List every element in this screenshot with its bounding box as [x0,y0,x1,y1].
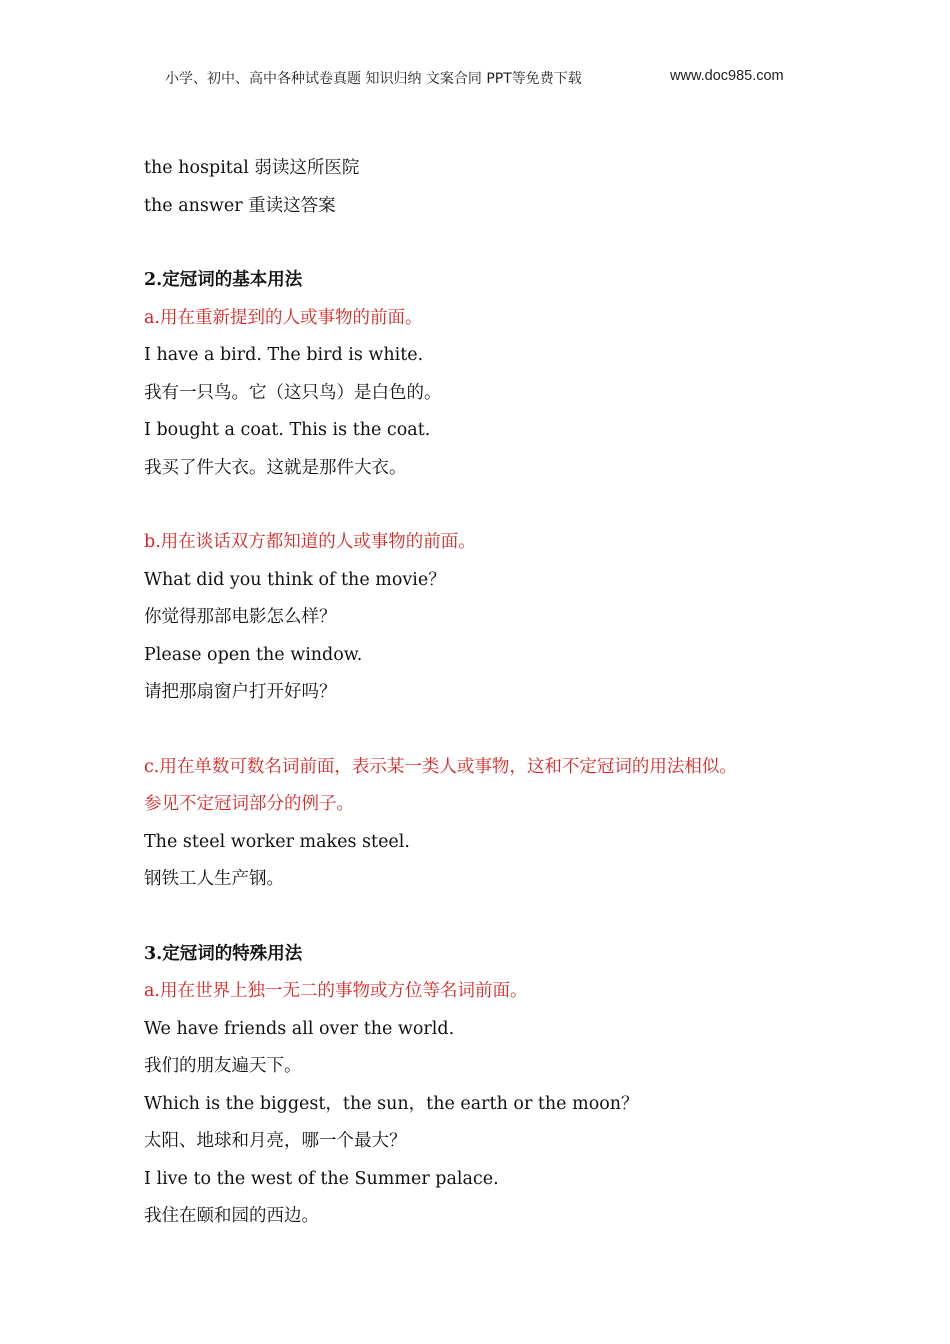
text-line: 钢铁工人生产钢。 [144,869,284,889]
text-line: I bought a coat. This is the coat. [144,420,431,440]
rule-text: 参见不定冠词部分的例子。 [144,794,354,814]
text-line: 你觉得那部电影怎么样？ [144,607,337,627]
header-promo-text: 小学、初中、高中各种试卷真题 知识归纳 文案合同 PPT等免费下载 [165,71,582,87]
rule-text: b.用在谈话双方都知道的人或事物的前面。 [144,532,476,552]
document-body [144,150,824,1236]
paragraph-gap [144,899,824,936]
header-website: www.doc985.com [670,68,784,84]
text-line: We have friends all over the world. [144,1018,455,1039]
rule-text: c.用在单数可数名词前面，表示某一类人或事物，这和不定冠词的用法相似。 [144,756,737,777]
paragraph-gap [144,712,824,749]
text-line: 我们的朋友遍天下。 [144,1056,302,1076]
text-line: 请把那扇窗户打开好吗？ [144,682,337,702]
text-line: the hospital 弱读这所医院 [144,158,360,178]
section-heading: 3.定冠词的特殊用法 [144,943,303,964]
rule-text: a.用在重新提到的人或事物的前面。 [144,307,423,328]
section-heading: 2.定冠词的基本用法 [144,270,303,290]
text-line: Which is the biggest，the sun，the earth or the moon？ [144,1093,639,1114]
paragraph-gap [144,225,824,262]
rule-text: a.用在世界上独一无二的事物或方位等名词前面。 [144,981,528,1001]
text-line: What did you think of the movie？ [144,569,446,590]
text-line: 我买了件大衣。这就是那件大衣。 [144,457,407,478]
text-line: I have a bird. The bird is white. [144,345,424,365]
paragraph-gap [144,487,824,524]
text-line: 我住在颐和园的西边。 [144,1206,319,1226]
text-line: The steel worker makes steel. [144,831,410,852]
text-line: 我有一只鸟。它（这只鸟）是白色的。 [144,382,442,403]
text-line: 太阳、地球和月亮，哪一个最大？ [144,1131,407,1151]
text-line: I live to the west of the Summer palace. [144,1168,499,1189]
text-line: the answer 重读这答案 [144,195,336,216]
text-line: Please open the window. [144,644,363,665]
